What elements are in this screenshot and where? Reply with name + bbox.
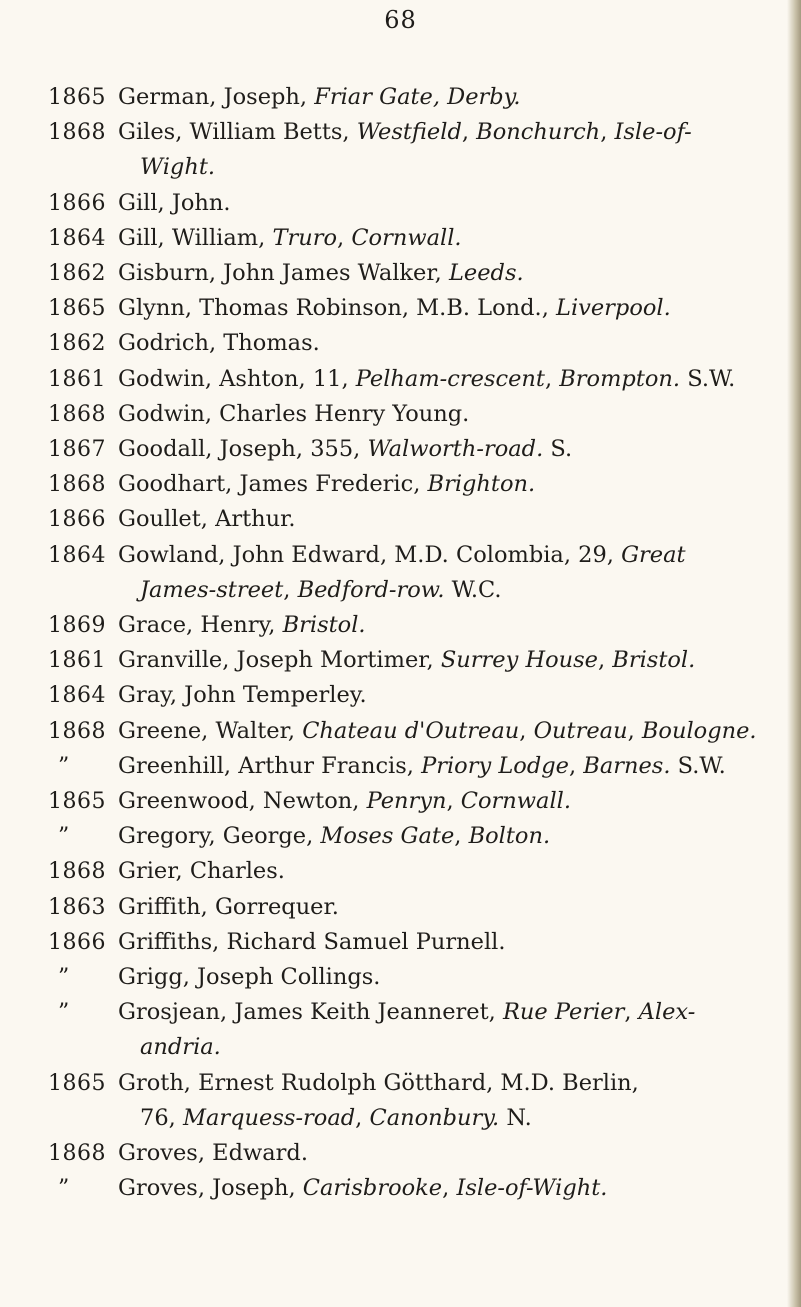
entry-name-address bbox=[118, 538, 778, 608]
entry-text-italic: Moses Gate bbox=[320, 823, 455, 850]
register-entry bbox=[0, 1171, 790, 1206]
entry-text: Griffith, Gorrequer. bbox=[118, 893, 339, 920]
register-entry bbox=[0, 186, 790, 221]
entry-name-address bbox=[118, 678, 778, 713]
entry-text: S. bbox=[543, 436, 573, 463]
entry-list bbox=[0, 80, 790, 1207]
entry-name-address bbox=[118, 115, 778, 185]
register-entry bbox=[0, 608, 790, 643]
entry-year: 1868 bbox=[48, 718, 106, 744]
entry-text: Grigg, Joseph Collings. bbox=[118, 964, 381, 991]
entry-year: 1863 bbox=[48, 894, 106, 920]
register-entry bbox=[0, 960, 790, 995]
entry-text: 76, bbox=[140, 1104, 183, 1131]
entry-name-address bbox=[118, 784, 778, 819]
entry-text: Granville, Joseph Mortimer, bbox=[118, 647, 441, 674]
entry-text: Godrich, Thomas. bbox=[118, 330, 320, 357]
entry-text: Greenhill, Arthur Francis, bbox=[118, 752, 422, 779]
register-entry bbox=[0, 678, 790, 713]
entry-text: Groves, Joseph, bbox=[118, 1175, 303, 1202]
entry-text-italic: Carisbrooke bbox=[302, 1175, 443, 1202]
entry-year: 1862 bbox=[48, 331, 106, 357]
entry-text-italic: Pelham-crescent bbox=[355, 365, 545, 392]
entry-text: , bbox=[454, 823, 469, 850]
entry-text: S.W. bbox=[680, 365, 736, 392]
register-entry bbox=[0, 854, 790, 889]
entry-text: Godwin, Ashton, 11, bbox=[118, 365, 356, 392]
register-entry bbox=[0, 1136, 790, 1171]
register-entry bbox=[0, 925, 790, 960]
register-entry bbox=[0, 819, 790, 854]
entry-text: , bbox=[461, 119, 477, 146]
entry-name-address bbox=[118, 819, 778, 854]
entry-continuation-line bbox=[118, 1101, 778, 1136]
entry-text: Greene, Walter, bbox=[118, 717, 303, 744]
register-entry bbox=[0, 397, 790, 432]
register-entry bbox=[0, 80, 790, 115]
entry-text: , bbox=[600, 119, 615, 146]
entry-text-italic: Westfield bbox=[356, 119, 462, 146]
entry-text: Gray, John Temperley. bbox=[118, 682, 367, 709]
entry-text-italic: Bristol. bbox=[282, 612, 366, 639]
entry-year: 1866 bbox=[48, 190, 106, 216]
entry-name-address bbox=[118, 326, 778, 361]
entry-text-italic: Wight. bbox=[140, 154, 216, 181]
entry-text: S.W. bbox=[670, 752, 726, 779]
entry-name-address bbox=[118, 925, 778, 960]
entry-name-address bbox=[118, 854, 778, 889]
entry-text: Greenwood, Newton, bbox=[118, 788, 367, 815]
entry-continuation-line bbox=[118, 150, 778, 185]
entry-text: , bbox=[624, 999, 639, 1026]
entry-year: ” bbox=[58, 1176, 70, 1202]
entry-text: Groves, Edward. bbox=[118, 1140, 308, 1167]
entry-year: 1865 bbox=[48, 296, 106, 322]
entry-text-italic: Bristol. bbox=[612, 647, 696, 674]
register-entry bbox=[0, 749, 790, 784]
entry-text-italic: Brighton. bbox=[427, 471, 536, 498]
entry-text: N. bbox=[499, 1104, 532, 1131]
entry-text-italic: Brompton. bbox=[559, 365, 681, 392]
entry-text: Goullet, Arthur. bbox=[118, 506, 296, 533]
entry-text: Godwin, Charles Henry Young. bbox=[118, 400, 470, 427]
entry-text: Gowland, John Edward, M.D. Colombia, 29, bbox=[118, 541, 622, 568]
entry-text-italic: Penryn bbox=[366, 788, 447, 815]
register-entry bbox=[0, 362, 790, 397]
entry-text: , bbox=[337, 224, 352, 251]
entry-text-italic: andria. bbox=[140, 1034, 221, 1061]
entry-text-italic: Great bbox=[621, 541, 686, 568]
register-entry bbox=[0, 256, 790, 291]
entry-text: Gregory, George, bbox=[118, 823, 321, 850]
entry-name-address bbox=[118, 221, 778, 256]
entry-text: Griffiths, Richard Samuel Purnell. bbox=[118, 928, 506, 955]
entry-text: , bbox=[442, 1175, 457, 1202]
entry-year: ” bbox=[58, 1000, 70, 1026]
entry-text: W.C. bbox=[444, 576, 502, 603]
entry-text-italic: Friar Gate, Derby. bbox=[314, 84, 521, 110]
entry-text-italic: Barnes. bbox=[583, 752, 671, 779]
entry-year: 1868 bbox=[48, 1141, 106, 1167]
entry-year: ” bbox=[58, 824, 70, 850]
entry-text: Goodhart, James Frederic, bbox=[118, 471, 428, 498]
entry-year: 1868 bbox=[48, 472, 106, 498]
register-entry bbox=[0, 714, 790, 749]
entry-text: Groth, Ernest Rudolph Götthard, M.D. Berlin, bbox=[118, 1069, 639, 1096]
entry-year: 1861 bbox=[48, 648, 106, 674]
register-entry bbox=[0, 115, 790, 185]
entry-text-italic: Bolton. bbox=[468, 823, 551, 850]
entry-name-address bbox=[118, 1136, 778, 1171]
entry-year: 1869 bbox=[48, 613, 106, 639]
entry-name-address bbox=[118, 1066, 778, 1136]
entry-name-address bbox=[118, 1171, 778, 1206]
entry-text: Giles, William Betts, bbox=[118, 119, 357, 146]
register-entry bbox=[0, 221, 790, 256]
entry-text: Goodall, Joseph, 355, bbox=[118, 436, 368, 463]
entry-name-address bbox=[118, 890, 778, 925]
entry-text-italic: Walworth-road. bbox=[367, 436, 544, 463]
page-edge-shadow bbox=[787, 0, 801, 1307]
entry-name-address bbox=[118, 80, 778, 115]
entry-name-address bbox=[118, 608, 778, 643]
entry-text: , bbox=[446, 788, 461, 815]
entry-text: , bbox=[597, 647, 613, 674]
register-entry bbox=[0, 784, 790, 819]
entry-year: 1868 bbox=[48, 859, 106, 885]
entry-text-italic: Leeds. bbox=[448, 260, 524, 287]
entry-year: 1867 bbox=[48, 437, 106, 463]
entry-name-address bbox=[118, 502, 778, 537]
entry-text: Grier, Charles. bbox=[118, 858, 285, 885]
entry-year: 1866 bbox=[48, 507, 106, 533]
entry-name-address bbox=[118, 643, 778, 678]
entry-text-italic: Bedford-row. bbox=[297, 576, 445, 603]
entry-name-address bbox=[118, 467, 778, 502]
entry-year: ” bbox=[58, 753, 70, 779]
entry-year: 1864 bbox=[48, 225, 106, 251]
entry-text-italic: Chateau d'Outreau bbox=[302, 717, 520, 744]
entry-text-italic: Rue Perier bbox=[502, 999, 625, 1026]
entry-text-italic: Boulogne. bbox=[641, 717, 757, 744]
register-entry bbox=[0, 467, 790, 502]
register-entry bbox=[0, 291, 790, 326]
entry-year: 1864 bbox=[48, 683, 106, 709]
register-entry bbox=[0, 995, 790, 1065]
entry-year: 1868 bbox=[48, 120, 106, 146]
page-number: 68 bbox=[384, 6, 417, 34]
entry-text: , bbox=[568, 752, 584, 779]
entry-year: 1861 bbox=[48, 366, 106, 392]
entry-name-address bbox=[118, 397, 778, 432]
entry-text: Grace, Henry, bbox=[118, 612, 283, 639]
register-entry bbox=[0, 538, 790, 608]
entry-text: , bbox=[519, 717, 534, 744]
entry-text-italic: Canonbury. bbox=[369, 1104, 500, 1131]
register-entry bbox=[0, 502, 790, 537]
entry-year: 1864 bbox=[48, 542, 106, 568]
entry-text-italic: Cornwall. bbox=[351, 224, 462, 251]
register-entry bbox=[0, 643, 790, 678]
register-entry bbox=[0, 432, 790, 467]
entry-text-italic: James-street bbox=[140, 576, 284, 603]
entry-text-italic: Outreau bbox=[533, 717, 628, 744]
entry-continuation-line bbox=[118, 573, 778, 608]
entry-text-italic: Liverpool. bbox=[556, 295, 671, 322]
entry-text: , bbox=[544, 365, 560, 392]
entry-name-address bbox=[118, 960, 778, 995]
entry-name-address bbox=[118, 714, 778, 749]
entry-text-italic: Marquess-road bbox=[182, 1104, 356, 1131]
entry-text-italic: Surrey House bbox=[440, 647, 598, 674]
entry-text: Gill, John. bbox=[118, 189, 231, 216]
entry-name-address bbox=[118, 432, 778, 467]
register-entry bbox=[0, 890, 790, 925]
entry-year: 1865 bbox=[48, 1070, 106, 1096]
entry-text-italic: Alex- bbox=[638, 999, 696, 1026]
entry-text: Grosjean, James Keith Jeanneret, bbox=[118, 999, 503, 1026]
entry-text: Gill, William, bbox=[118, 224, 273, 251]
entry-text: , bbox=[627, 717, 642, 744]
entry-year: 1865 bbox=[48, 85, 106, 110]
entry-continuation-line bbox=[118, 1030, 778, 1065]
entry-text-italic: Priory Lodge bbox=[421, 752, 569, 779]
entry-year: 1868 bbox=[48, 401, 106, 427]
register-entry bbox=[0, 326, 790, 361]
entry-name-address bbox=[118, 186, 778, 221]
entry-name-address bbox=[118, 291, 778, 326]
entry-text-italic: Truro bbox=[272, 224, 337, 251]
register-entry bbox=[0, 1066, 790, 1136]
entry-name-address bbox=[118, 256, 778, 291]
entry-year: ” bbox=[58, 965, 70, 991]
entry-text: , bbox=[283, 576, 298, 603]
entry-name-address bbox=[118, 362, 778, 397]
entry-year: 1862 bbox=[48, 261, 106, 287]
entry-year: 1866 bbox=[48, 929, 106, 955]
entry-text-italic: Isle-of-Wight. bbox=[456, 1175, 608, 1202]
entry-name-address bbox=[118, 749, 778, 784]
entry-text: German, Joseph, bbox=[118, 84, 315, 110]
entry-text-italic: Isle-of- bbox=[614, 119, 692, 146]
entry-text: , bbox=[355, 1104, 370, 1131]
entry-year: 1865 bbox=[48, 789, 106, 815]
entry-text-italic: Cornwall. bbox=[460, 788, 572, 815]
entry-text-italic: Bonchurch bbox=[476, 119, 601, 146]
entry-text: Glynn, Thomas Robinson, M.B. Lond., bbox=[118, 295, 556, 322]
entry-name-address bbox=[118, 995, 778, 1065]
entry-text: Gisburn, John James Walker, bbox=[118, 260, 449, 287]
